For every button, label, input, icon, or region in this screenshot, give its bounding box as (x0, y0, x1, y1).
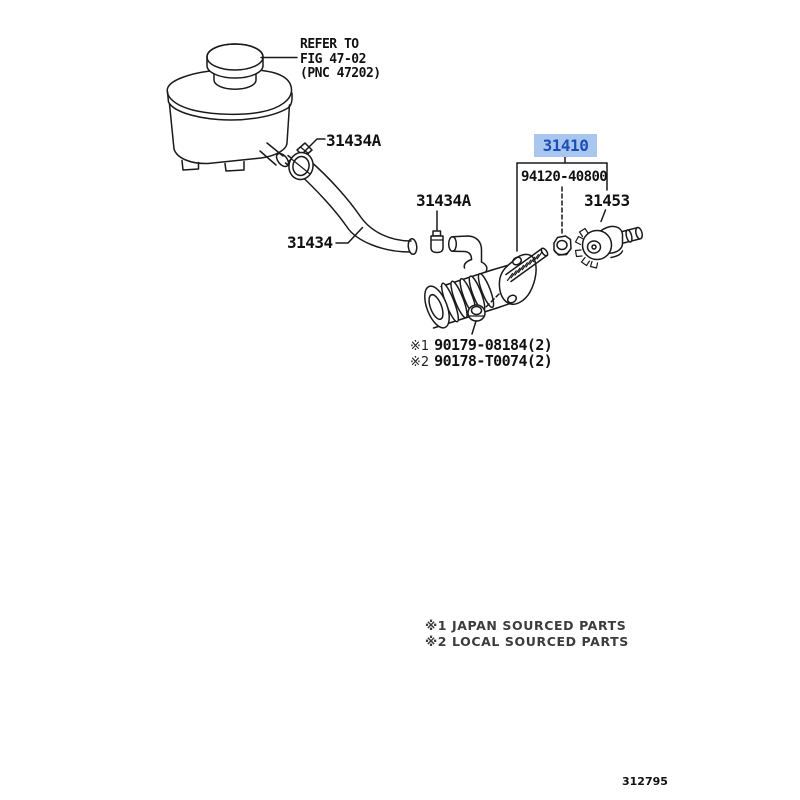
footnote-2-marker: ※2 (410, 355, 430, 370)
damper-31453-drawing (576, 226, 644, 268)
refer-note-line2: FIG 47-02 (300, 51, 366, 67)
footnote-1-part-number: 90179-08184(2) (434, 336, 553, 354)
part-label-31434a-hose-clip[interactable]: 31434A (416, 191, 471, 210)
reservoir-drawing (167, 44, 297, 171)
footnote-2-part-number: 90178-T0074(2) (434, 352, 553, 370)
part-label-31453-damper[interactable]: 31453 (584, 191, 630, 210)
legend-local-sourced: ※2 LOCAL SOURCED PARTS (425, 634, 629, 649)
lock-nut-drawing (554, 236, 571, 255)
mounting-nut-drawing (468, 305, 485, 321)
part-label-31410-selected[interactable]: 31410 (534, 134, 597, 157)
refer-note-line1: REFER TO (300, 37, 359, 52)
part-label-31434-hose[interactable]: 31434 (287, 233, 333, 252)
sourcing-legend (425, 618, 629, 650)
footnote-part-2[interactable] (410, 352, 552, 370)
figure-number: 312795 (622, 775, 668, 788)
part-label-94120-40800-lock-nut[interactable]: 94120-40800 (521, 169, 608, 185)
footnote-1-marker: ※1 (410, 339, 430, 354)
hose-clip-drawing (431, 231, 443, 253)
reservoir-clamp-drawing (286, 143, 315, 182)
refer-note-line3: (PNC 47202) (300, 66, 381, 81)
legend-japan-sourced: ※1 JAPAN SOURCED PARTS (425, 618, 627, 633)
part-label-31434a-reservoir-clip[interactable]: 31434A (326, 131, 381, 150)
refer-note (300, 38, 381, 82)
